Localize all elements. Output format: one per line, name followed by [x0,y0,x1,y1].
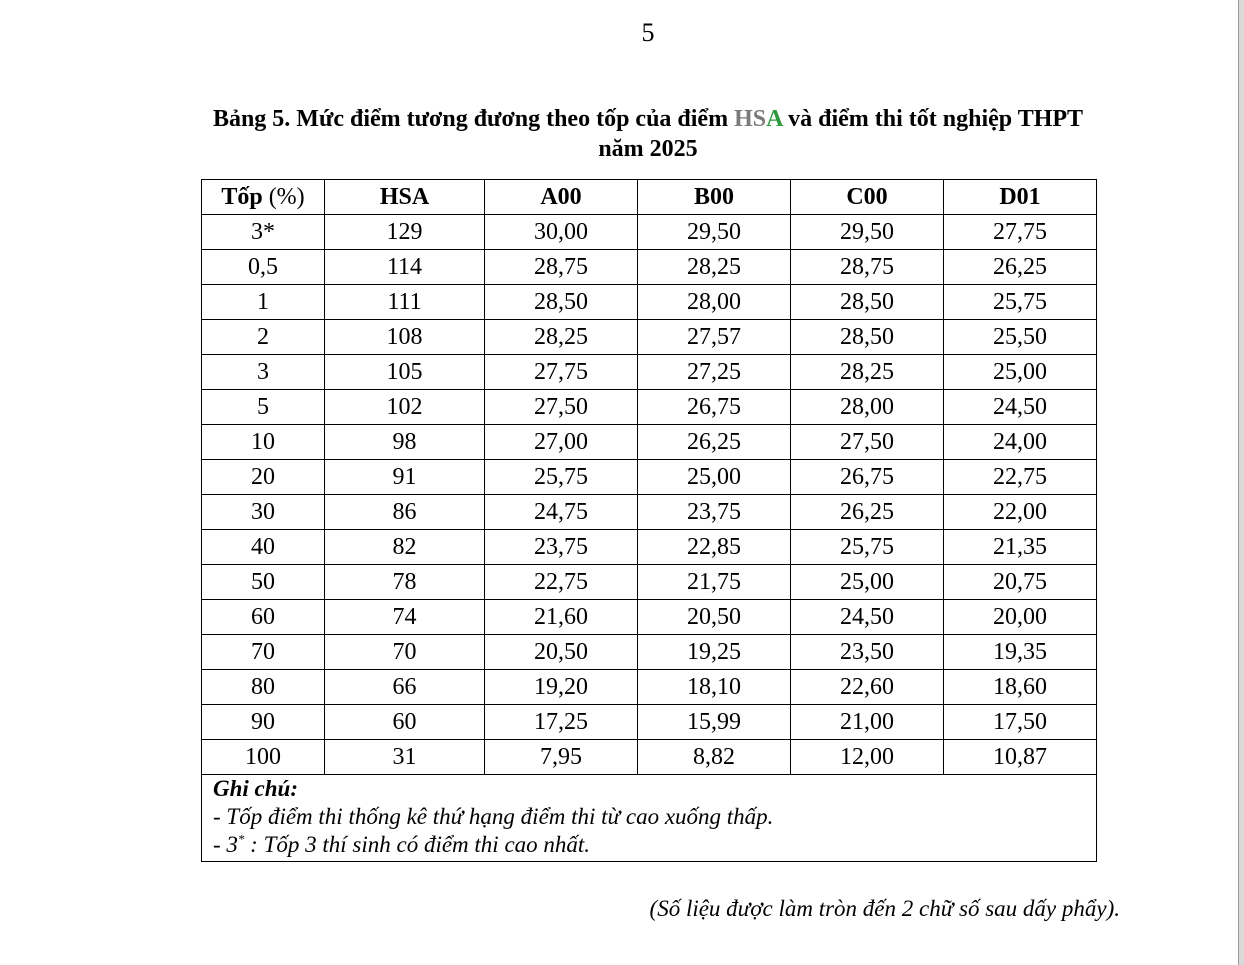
cell-hsa: 102 [325,390,485,425]
score-table [201,179,1097,862]
notes-line-2 [213,831,1096,859]
table-header-row [202,180,1097,215]
cell-b00: 21,75 [638,565,791,600]
cell-c00: 21,00 [791,705,944,740]
cell-d01: 10,87 [944,740,1097,775]
cell-c00: 12,00 [791,740,944,775]
title-hsa-s: S [752,106,767,132]
cell-d01: 21,35 [944,530,1097,565]
cell-top: 70 [202,635,325,670]
table-row [202,600,1097,635]
cell-top: 0,5 [202,250,325,285]
header-a00: A00 [485,180,638,215]
cell-top: 30 [202,495,325,530]
cell-a00: 7,95 [485,740,638,775]
cell-d01: 19,35 [944,635,1097,670]
header-top-unit: (%) [262,184,305,210]
table-row [202,565,1097,600]
cell-a00: 27,50 [485,390,638,425]
table-row [202,215,1097,250]
cell-c00: 23,50 [791,635,944,670]
cell-b00: 26,75 [638,390,791,425]
cell-c00: 22,60 [791,670,944,705]
cell-a00: 30,00 [485,215,638,250]
cell-a00: 20,50 [485,635,638,670]
cell-top: 100 [202,740,325,775]
title-suffix: và điểm thi tốt nghiệp THPT [782,106,1084,132]
notes-row [202,775,1097,862]
header-b00: B00 [638,180,791,215]
cell-hsa: 60 [325,705,485,740]
cell-b00: 22,85 [638,530,791,565]
table-row [202,390,1097,425]
page-number: 5 [641,18,655,47]
cell-d01: 22,00 [944,495,1097,530]
header-top-word: Tốp [221,184,263,210]
cell-top: 10 [202,425,325,460]
table-title [190,104,1106,164]
cell-c00: 26,25 [791,495,944,530]
cell-hsa: 70 [325,635,485,670]
cell-b00: 29,50 [638,215,791,250]
notes-cell [202,775,1097,862]
cell-top: 90 [202,705,325,740]
table-row [202,495,1097,530]
header-top [202,180,325,215]
cell-hsa: 91 [325,460,485,495]
cell-hsa: 114 [325,250,485,285]
cell-top: 40 [202,530,325,565]
cell-d01: 20,75 [944,565,1097,600]
cell-b00: 19,25 [638,635,791,670]
cell-d01: 20,00 [944,600,1097,635]
cell-c00: 26,75 [791,460,944,495]
cell-hsa: 78 [325,565,485,600]
cell-a00: 24,75 [485,495,638,530]
title-prefix: Bảng 5. Mức điểm tương đương theo tốp của điểm [212,106,735,132]
table-row [202,635,1097,670]
notes-line-2-prefix: - 3 [213,832,238,857]
notes-line-1: - Tốp điểm thi thống kê thứ hạng điểm thi từ cao xuống thấp. [213,804,774,829]
cell-top: 60 [202,600,325,635]
table-row [202,285,1097,320]
cell-hsa: 108 [325,320,485,355]
cell-a00: 27,75 [485,355,638,390]
cell-hsa: 111 [325,285,485,320]
cell-a00: 28,25 [485,320,638,355]
cell-c00: 25,00 [791,565,944,600]
table-row [202,530,1097,565]
cell-b00: 23,75 [638,495,791,530]
header-hsa: HSA [325,180,485,215]
cell-c00: 28,50 [791,320,944,355]
cell-b00: 20,50 [638,600,791,635]
page-edge [1238,0,1244,965]
table-row [202,320,1097,355]
cell-c00: 28,00 [791,390,944,425]
cell-a00: 21,60 [485,600,638,635]
cell-c00: 27,50 [791,425,944,460]
cell-top: 2 [202,320,325,355]
cell-hsa: 86 [325,495,485,530]
cell-a00: 25,75 [485,460,638,495]
table-row [202,355,1097,390]
cell-d01: 22,75 [944,460,1097,495]
header-d01: D01 [944,180,1097,215]
cell-c00: 28,25 [791,355,944,390]
cell-b00: 18,10 [638,670,791,705]
cell-c00: 28,50 [791,285,944,320]
rounding-footnote: (Số liệu được làm tròn đến 2 chữ số sau dấy phẩy). [649,896,1120,921]
cell-b00: 25,00 [638,460,791,495]
cell-hsa: 74 [325,600,485,635]
cell-hsa: 82 [325,530,485,565]
notes-line-2-sup: * [237,831,245,847]
cell-b00: 15,99 [638,705,791,740]
cell-a00: 27,00 [485,425,638,460]
cell-hsa: 98 [325,425,485,460]
cell-b00: 28,25 [638,250,791,285]
cell-d01: 24,00 [944,425,1097,460]
cell-d01: 24,50 [944,390,1097,425]
cell-d01: 27,75 [944,215,1097,250]
notes-line-2-suffix: : Tốp 3 thí sinh có điểm thi cao nhất. [244,832,591,857]
cell-b00: 27,25 [638,355,791,390]
title-hsa-a: A [766,106,783,132]
cell-top: 1 [202,285,325,320]
notes-title: Ghi chú: [213,776,298,801]
table-row [202,705,1097,740]
table-row [202,250,1097,285]
cell-top: 3* [202,215,325,250]
cell-c00: 29,50 [791,215,944,250]
cell-a00: 28,75 [485,250,638,285]
cell-d01: 25,50 [944,320,1097,355]
cell-c00: 28,75 [791,250,944,285]
cell-b00: 8,82 [638,740,791,775]
cell-a00: 19,20 [485,670,638,705]
cell-a00: 23,75 [485,530,638,565]
cell-a00: 28,50 [485,285,638,320]
table-row [202,460,1097,495]
cell-d01: 25,00 [944,355,1097,390]
title-hsa-h: H [734,106,753,132]
cell-b00: 26,25 [638,425,791,460]
header-c00: C00 [791,180,944,215]
cell-a00: 22,75 [485,565,638,600]
table-row [202,740,1097,775]
cell-b00: 28,00 [638,285,791,320]
table-row [202,425,1097,460]
cell-hsa: 105 [325,355,485,390]
title-line2: năm 2025 [598,136,698,162]
cell-top: 20 [202,460,325,495]
cell-hsa: 66 [325,670,485,705]
cell-top: 3 [202,355,325,390]
cell-a00: 17,25 [485,705,638,740]
cell-c00: 24,50 [791,600,944,635]
cell-top: 80 [202,670,325,705]
cell-hsa: 31 [325,740,485,775]
cell-d01: 25,75 [944,285,1097,320]
cell-d01: 18,60 [944,670,1097,705]
cell-top: 50 [202,565,325,600]
table-row [202,670,1097,705]
cell-d01: 17,50 [944,705,1097,740]
cell-b00: 27,57 [638,320,791,355]
cell-top: 5 [202,390,325,425]
cell-c00: 25,75 [791,530,944,565]
cell-d01: 26,25 [944,250,1097,285]
cell-hsa: 129 [325,215,485,250]
